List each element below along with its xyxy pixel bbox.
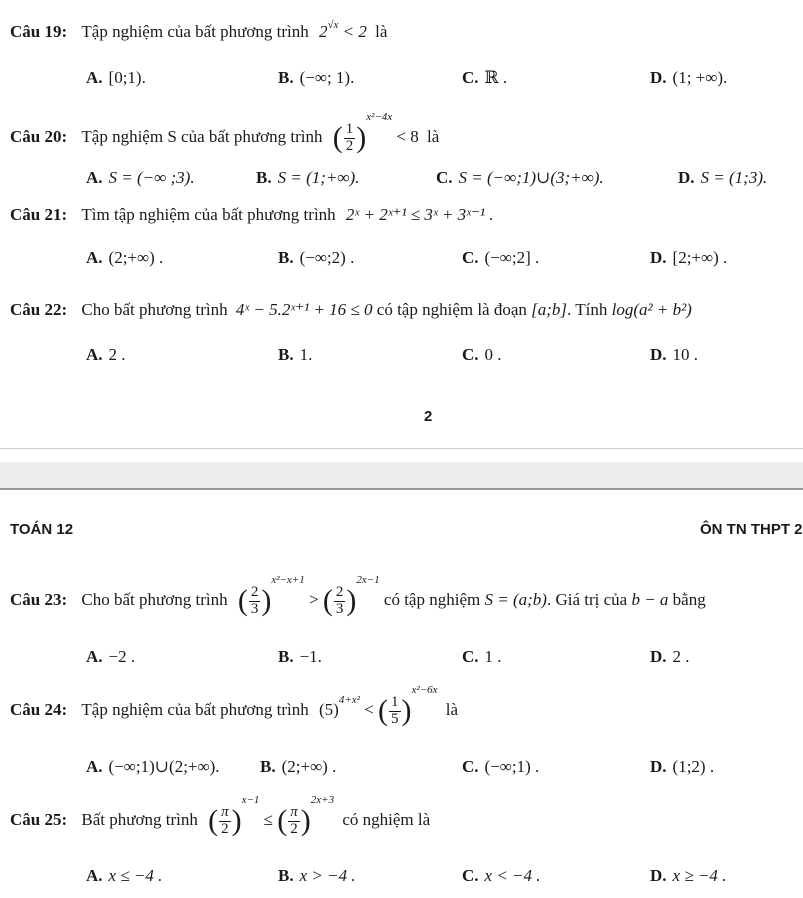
question-label: Câu 24: [10,700,68,719]
question-text: Tập nghiệm của bất phương trình [81,700,309,719]
formula: $(5)^{4+x^2}$ < ( $\frac{1}{5}$ )$^{x^2-6x}$ [319,684,438,728]
formula: 4ˣ − 5.2ˣ⁺¹ + 16 ≤ 0 [235,300,373,319]
formula-log: log(a² + b²) [611,300,692,319]
question-21 [10,205,494,225]
question-text-mid: có tập nghiệm [383,590,481,609]
question-tail: là [427,127,440,146]
option-a[interactable]: A. S = (−∞ ;3). [86,168,195,187]
option-d[interactable]: D. S = (1;3). [678,168,768,187]
option-c[interactable]: C. (−∞;1) . [462,757,540,776]
question-22 [10,300,692,320]
page-divider-top [0,448,803,449]
question-text: Tập nghiệm S của bất phương trình [81,127,323,146]
formula-interval: [a;b] [531,300,568,319]
option-a[interactable]: A. x ≤ −4 . [86,866,163,885]
question-text: Tìm tập nghiệm của bất phương trình [81,205,336,224]
option-b[interactable]: B. x > −4 . [278,866,356,885]
option-c[interactable]: C. 1 . [462,647,502,666]
option-c[interactable]: C. S = (−∞;1)∪(3;+∞). [436,168,604,187]
option-d[interactable]: D. 2 . [650,647,690,666]
question-text-mid: có tập nghiệm là đoạn [376,300,527,319]
option-c[interactable]: C. ℝ . [462,68,508,87]
question-text-after: . Giá trị của [546,590,628,609]
option-b[interactable]: B. −1. [278,647,322,666]
option-d[interactable]: D. (1;2) . [650,757,715,776]
option-a[interactable]: A. (2;+∞) . [86,248,164,267]
question-text: Cho bất phương trình [81,300,228,319]
question-text: Bất phương trình [81,810,198,829]
option-d[interactable]: D. 10 . [650,345,699,364]
question-text: Cho bất phương trình [81,590,228,609]
question-tail: bằng [672,590,706,609]
option-b[interactable]: B. 1. [278,345,313,364]
option-b[interactable]: B. (−∞; 1). [278,68,355,87]
question-tail: có nghiệm là [342,810,431,829]
formula: ( $\frac{\pi}{2}$ )$^{x-1}$ ≤ ( $\frac{\pi}{2}$ )$^{2x+3}$ [208,794,335,838]
question-23 [10,574,706,618]
formula: 2ˣ + 2ˣ⁺¹ ≤ 3ˣ + 3ˣ⁻¹ . [345,205,494,224]
question-label: Câu 25: [10,810,68,829]
question-label: Câu 21: [10,205,68,224]
formula: ( $\frac{1}{2}$ )$^{x^2-4x}$ < 8 [332,111,419,155]
option-c[interactable]: C. x < −4 . [462,866,541,885]
option-b[interactable]: B. (−∞;2) . [278,248,355,267]
question-19 [10,19,388,42]
question-label: Câu 20: [10,127,68,146]
option-c[interactable]: C. 0 . [462,345,502,364]
question-tail: là [375,22,388,41]
option-d[interactable]: D. (1; +∞). [650,68,728,87]
option-a[interactable]: A. 2 . [86,345,126,364]
question-text: Tập nghiệm của bất phương trình [81,22,309,41]
option-d[interactable]: D. [2;+∞) . [650,248,728,267]
formula-set: S = (a;b) [484,590,547,609]
page-divider-bottom [0,488,803,490]
formula-diff: b − a [631,590,669,609]
formula: ( $\frac{2}{3}$ )$^{x^2-x+1}$ > ( $\frac{2}{3}$ )$^{2x-1}$ [237,574,380,618]
header-right: ÔN TN THPT 2 [700,521,803,538]
question-label: Câu 22: [10,300,68,319]
option-a[interactable]: A. (−∞;1)∪(2;+∞). [86,757,220,776]
question-tail: là [445,700,459,719]
question-20 [10,111,440,155]
option-a[interactable]: A. −2 . [86,647,136,666]
option-b[interactable]: B. (2;+∞) . [260,757,337,776]
option-b[interactable]: B. S = (1;+∞). [256,168,360,187]
question-25 [10,794,431,838]
option-c[interactable]: C. (−∞;2] . [462,248,540,267]
option-a[interactable]: A. [0;1). [86,68,146,87]
header-left: TOÁN 12 [10,521,74,538]
page-number: 2 [424,408,433,425]
formula: $2^{√x} < 2$ [319,19,367,41]
question-text-after: . Tính [567,300,608,319]
question-label: Câu 19: [10,22,68,41]
question-24 [10,684,459,728]
option-d[interactable]: D. x ≥ −4 . [650,866,727,885]
question-label: Câu 23: [10,590,68,609]
page-break-band [0,462,803,488]
